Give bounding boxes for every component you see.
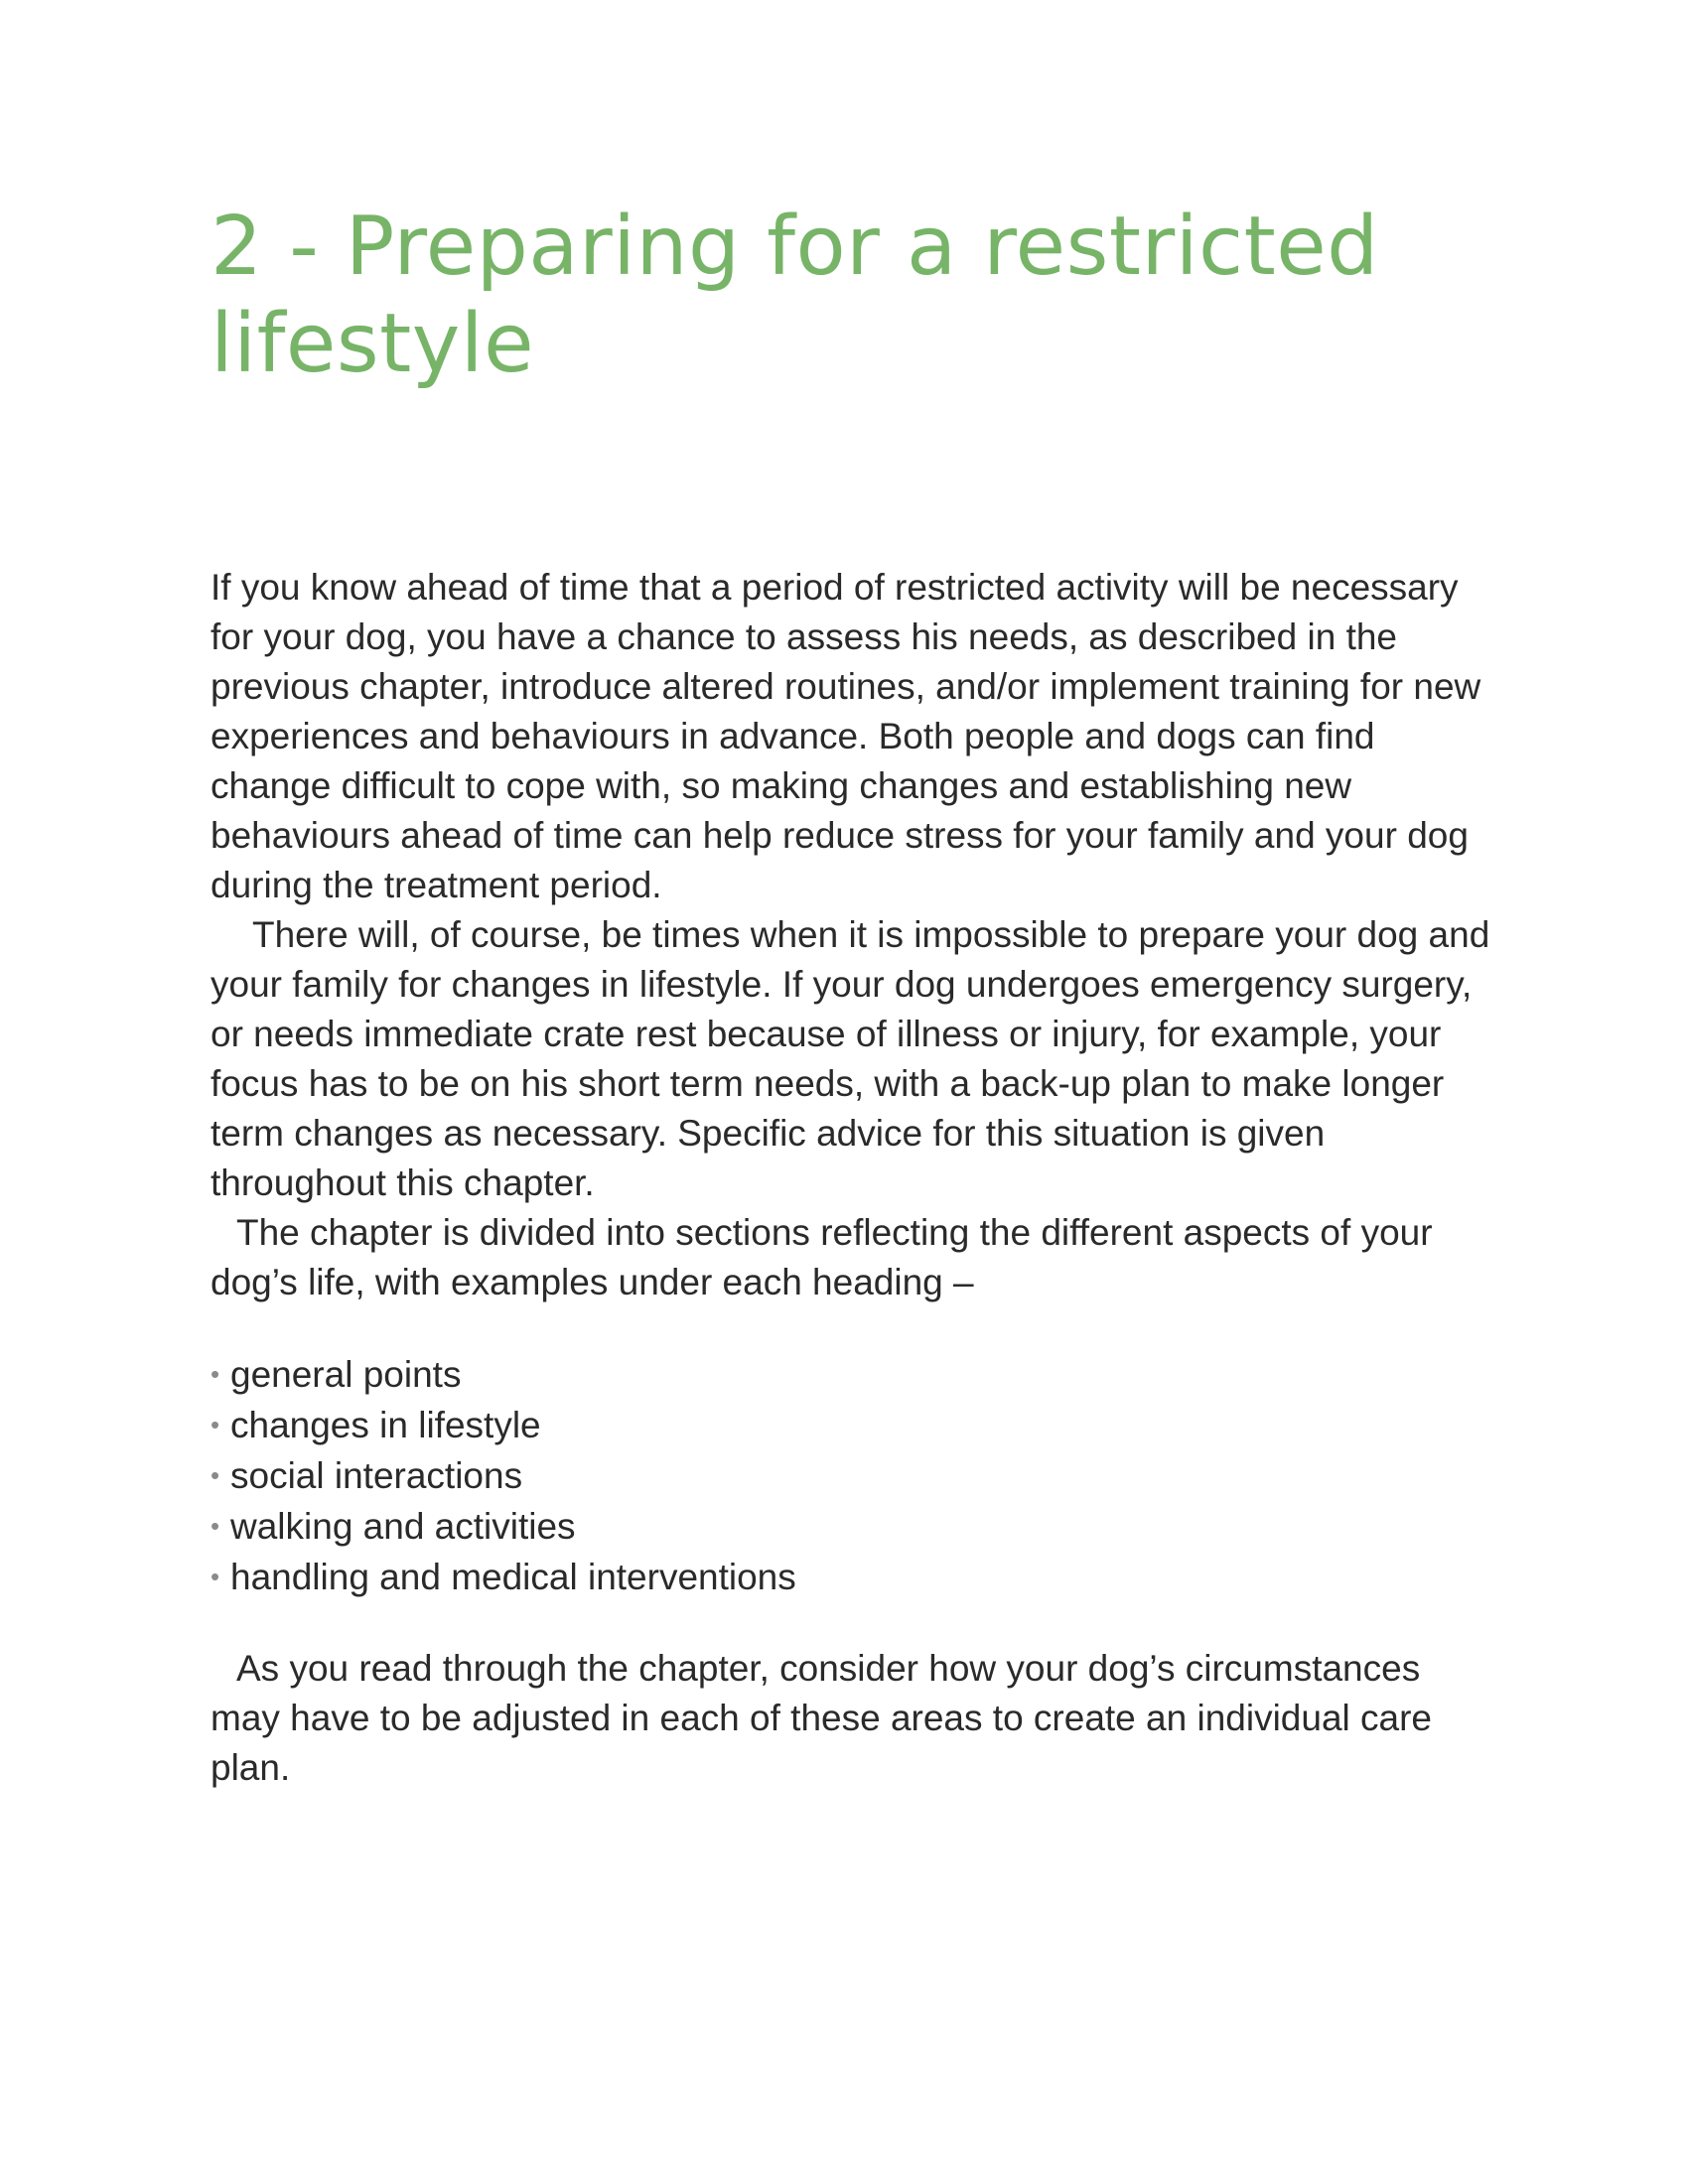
list-item-label: handling and medical interventions bbox=[230, 1557, 796, 1597]
list-item bbox=[211, 1450, 1491, 1501]
list-item-label: social interactions bbox=[230, 1455, 523, 1496]
list-item-label: walking and activities bbox=[230, 1506, 576, 1547]
bullet-icon: • bbox=[211, 1359, 220, 1389]
paragraph-sections: The chapter is divided into sections reflecting the different aspects of your dog’s life, with examples under each heading – bbox=[211, 1212, 1433, 1302]
list-item-label: changes in lifestyle bbox=[230, 1405, 541, 1445]
list-item bbox=[211, 1552, 1491, 1602]
body-text bbox=[211, 563, 1491, 1793]
paragraph-closing: As you read through the chapter, consider how your dog’s circumstances may have to be adjusted in each of these areas to create an individual care plan. bbox=[211, 1648, 1432, 1788]
list-item bbox=[211, 1349, 1491, 1400]
bullet-icon: • bbox=[211, 1410, 220, 1439]
chapter-title: 2 - Preparing for a restricted lifestyle bbox=[211, 200, 1379, 391]
paragraph-emergency: There will, of course, be times when it is impossible to prepare your dog and your family for changes in lifestyle. If your dog undergoes emergency surgery, or needs immediate crate rest because of illness or injury, for example, your focus has to be on his short term needs, with a back-up plan to make longer term changes as necessary. Specific advice for this situation is given throughout this chapter. bbox=[211, 914, 1490, 1203]
bullet-icon: • bbox=[211, 1511, 220, 1541]
list-item-label: general points bbox=[230, 1354, 462, 1395]
paragraph-intro: If you know ahead of time that a period of restricted activity will be necessary for your dog, you have a chance to assess his needs, as described in the previous chapter, introduce altered routines, and/or implement training for new experiences and behaviours in advance. Both people and dogs can find change difficult to cope with, so making changes and establishing new behaviours ahead of time can help reduce stress for your family and your dog during the treatment period. bbox=[211, 567, 1481, 905]
list-item bbox=[211, 1501, 1491, 1552]
bullet-icon: • bbox=[211, 1562, 220, 1591]
section-list bbox=[211, 1349, 1491, 1602]
bullet-icon: • bbox=[211, 1460, 220, 1490]
list-item bbox=[211, 1400, 1491, 1450]
